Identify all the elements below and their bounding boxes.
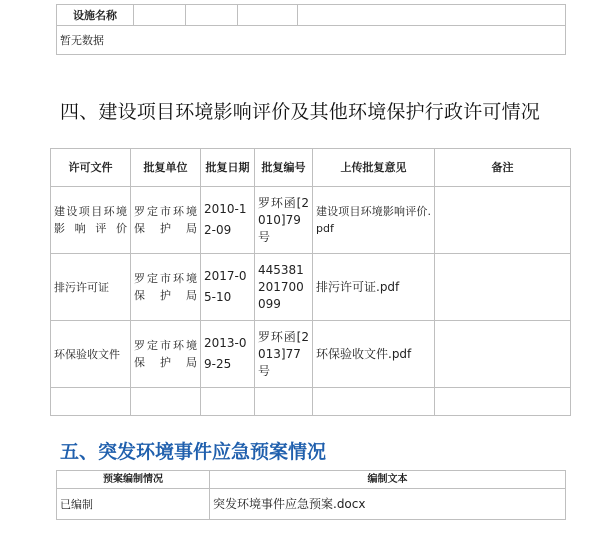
remark-cell bbox=[435, 321, 571, 388]
table-row bbox=[51, 388, 571, 416]
header-remark: 备注 bbox=[435, 149, 571, 187]
approval-number-cell: 罗环函[2010]79号 bbox=[255, 187, 313, 254]
remark-cell bbox=[435, 254, 571, 321]
facility-header-cell bbox=[298, 5, 566, 26]
permit-file-cell: 排污许可证 bbox=[51, 254, 131, 321]
empty-cell bbox=[255, 388, 313, 416]
empty-cell bbox=[435, 388, 571, 416]
permit-file-cell: 环保验收文件 bbox=[51, 321, 131, 388]
approval-number-cell: 445381201700099 bbox=[255, 254, 313, 321]
facility-header-cell bbox=[186, 5, 238, 26]
approval-date-cell: 2017-05-10 bbox=[201, 254, 255, 321]
approval-unit-cell: 罗定市环境保护局 bbox=[131, 321, 201, 388]
header-plan-status: 预案编制情况 bbox=[57, 471, 210, 489]
remark-cell bbox=[435, 187, 571, 254]
uploaded-opinion-link[interactable]: 排污许可证.pdf bbox=[313, 254, 435, 321]
empty-cell bbox=[201, 388, 255, 416]
plan-document-link[interactable]: 突发环境事件应急预案.docx bbox=[210, 489, 566, 520]
section4-title: 四、建设项目环境影响评价及其他环境保护行政许可情况 bbox=[60, 101, 541, 123]
header-approval-unit: 批复单位 bbox=[131, 149, 201, 187]
approval-number-cell: 罗环函[2013]77号 bbox=[255, 321, 313, 388]
header-permit-file: 许可文件 bbox=[51, 149, 131, 187]
uploaded-opinion-link[interactable]: 环保验收文件.pdf bbox=[313, 321, 435, 388]
table-row bbox=[51, 187, 571, 254]
table-row bbox=[57, 489, 566, 520]
plan-status-cell: 已编制 bbox=[57, 489, 210, 520]
facility-header-row bbox=[57, 5, 566, 26]
permit-table bbox=[50, 148, 571, 416]
plan-header-row bbox=[57, 471, 566, 489]
facility-header-cell bbox=[238, 5, 298, 26]
permit-header-row bbox=[51, 149, 571, 187]
uploaded-opinion-link[interactable]: 建设项目环境影响评价.pdf bbox=[313, 187, 435, 254]
header-approval-number: 批复编号 bbox=[255, 149, 313, 187]
header-uploaded-opinion: 上传批复意见 bbox=[313, 149, 435, 187]
empty-cell bbox=[313, 388, 435, 416]
header-plan-document: 编制文本 bbox=[210, 471, 566, 489]
section5-title: 五、突发环境事件应急预案情况 bbox=[60, 441, 327, 463]
approval-date-cell: 2010-12-09 bbox=[201, 187, 255, 254]
empty-cell bbox=[51, 388, 131, 416]
facility-table bbox=[56, 4, 566, 55]
facility-header-cell bbox=[134, 5, 186, 26]
table-row bbox=[51, 254, 571, 321]
header-approval-date: 批复日期 bbox=[201, 149, 255, 187]
plan-table bbox=[56, 470, 566, 520]
empty-cell bbox=[131, 388, 201, 416]
facility-name-header: 设施名称 bbox=[57, 5, 134, 26]
approval-date-cell: 2013-09-25 bbox=[201, 321, 255, 388]
approval-unit-cell: 罗定市环境保护局 bbox=[131, 254, 201, 321]
facility-no-data-text: 暂无数据 bbox=[57, 26, 566, 55]
permit-file-cell: 建设项目环境影响评价 bbox=[51, 187, 131, 254]
approval-unit-cell: 罗定市环境保护局 bbox=[131, 187, 201, 254]
facility-nodata-row bbox=[57, 26, 566, 55]
table-row bbox=[51, 321, 571, 388]
